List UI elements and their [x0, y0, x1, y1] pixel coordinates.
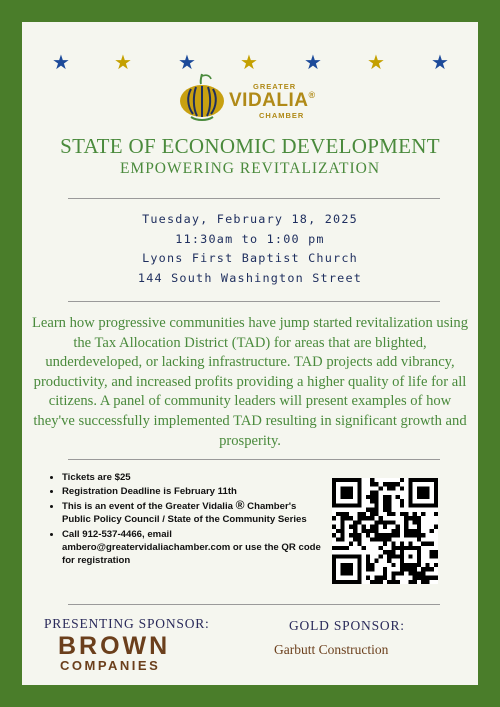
star-icon: ★	[367, 50, 385, 74]
onion-icon	[177, 72, 227, 124]
event-description: Learn how progressive communities have jump started revitalization using the Tax Allocation District (TAD) for areas that are blighted, underdeveloped, or lacking infrastructure. TAD projects add vibrancy, productivity, and increased profits providing a higher quality of life for all citizens. A panel of community leaders will present examples of how they've successfully implemented TAD resulting in significant growth and prosperity.	[31, 315, 469, 449]
event-address: 144 South Washington Street	[137, 270, 363, 285]
event-subtitle: EMPOWERING REVITALIZATION	[119, 160, 381, 177]
brown-companies-logo-sub: COMPANIES	[60, 658, 161, 673]
star-icon: ★	[114, 50, 132, 74]
gold-sponsor-name: Garbutt Construction	[274, 642, 389, 657]
logo-greater-text: GREATER	[253, 82, 297, 91]
star-icon: ★	[178, 50, 196, 74]
list-item: • Call 912-537-4466, email ambero@greatervidaliachamber.com or use the QR code for registration	[62, 528, 324, 568]
event-date: Tuesday, February 18, 2025	[142, 212, 358, 226]
gold-sponsor-label: GOLD SPONSOR:	[289, 618, 405, 633]
divider	[68, 198, 440, 199]
star-icon: ★	[52, 50, 70, 74]
registration-qr-code[interactable]	[332, 478, 438, 584]
brown-companies-logo: BROWN	[58, 632, 171, 660]
event-time: 11:30am to 1:00 pm	[175, 231, 325, 246]
list-item: • Registration Deadline is February 11th	[62, 485, 324, 498]
star-icon: ★	[304, 50, 322, 74]
star-icon: ★	[240, 50, 258, 74]
star-icon: ★	[431, 50, 449, 74]
divider	[68, 301, 440, 302]
event-details	[22, 210, 478, 288]
list-item: • Tickets are $25	[62, 471, 324, 484]
presenting-sponsor-label: PRESENTING SPONSOR:	[44, 616, 210, 631]
event-title: STATE OF ECONOMIC DEVELOPMENT	[60, 134, 440, 158]
list-item: • This is an event of the Greater Vidalia ® Chamber's Public Policy Council / State of the Community Series	[62, 500, 324, 527]
logo-vidalia-text: VIDALIA®	[229, 90, 316, 111]
logo-chamber-text: CHAMBER	[259, 111, 305, 120]
divider	[68, 604, 440, 605]
event-info-list	[46, 471, 324, 569]
flyer-card	[22, 22, 478, 685]
vidalia-chamber-logo	[177, 72, 327, 124]
star-row	[22, 52, 478, 72]
event-venue: Lyons First Baptist Church	[142, 251, 358, 265]
divider	[68, 459, 440, 460]
